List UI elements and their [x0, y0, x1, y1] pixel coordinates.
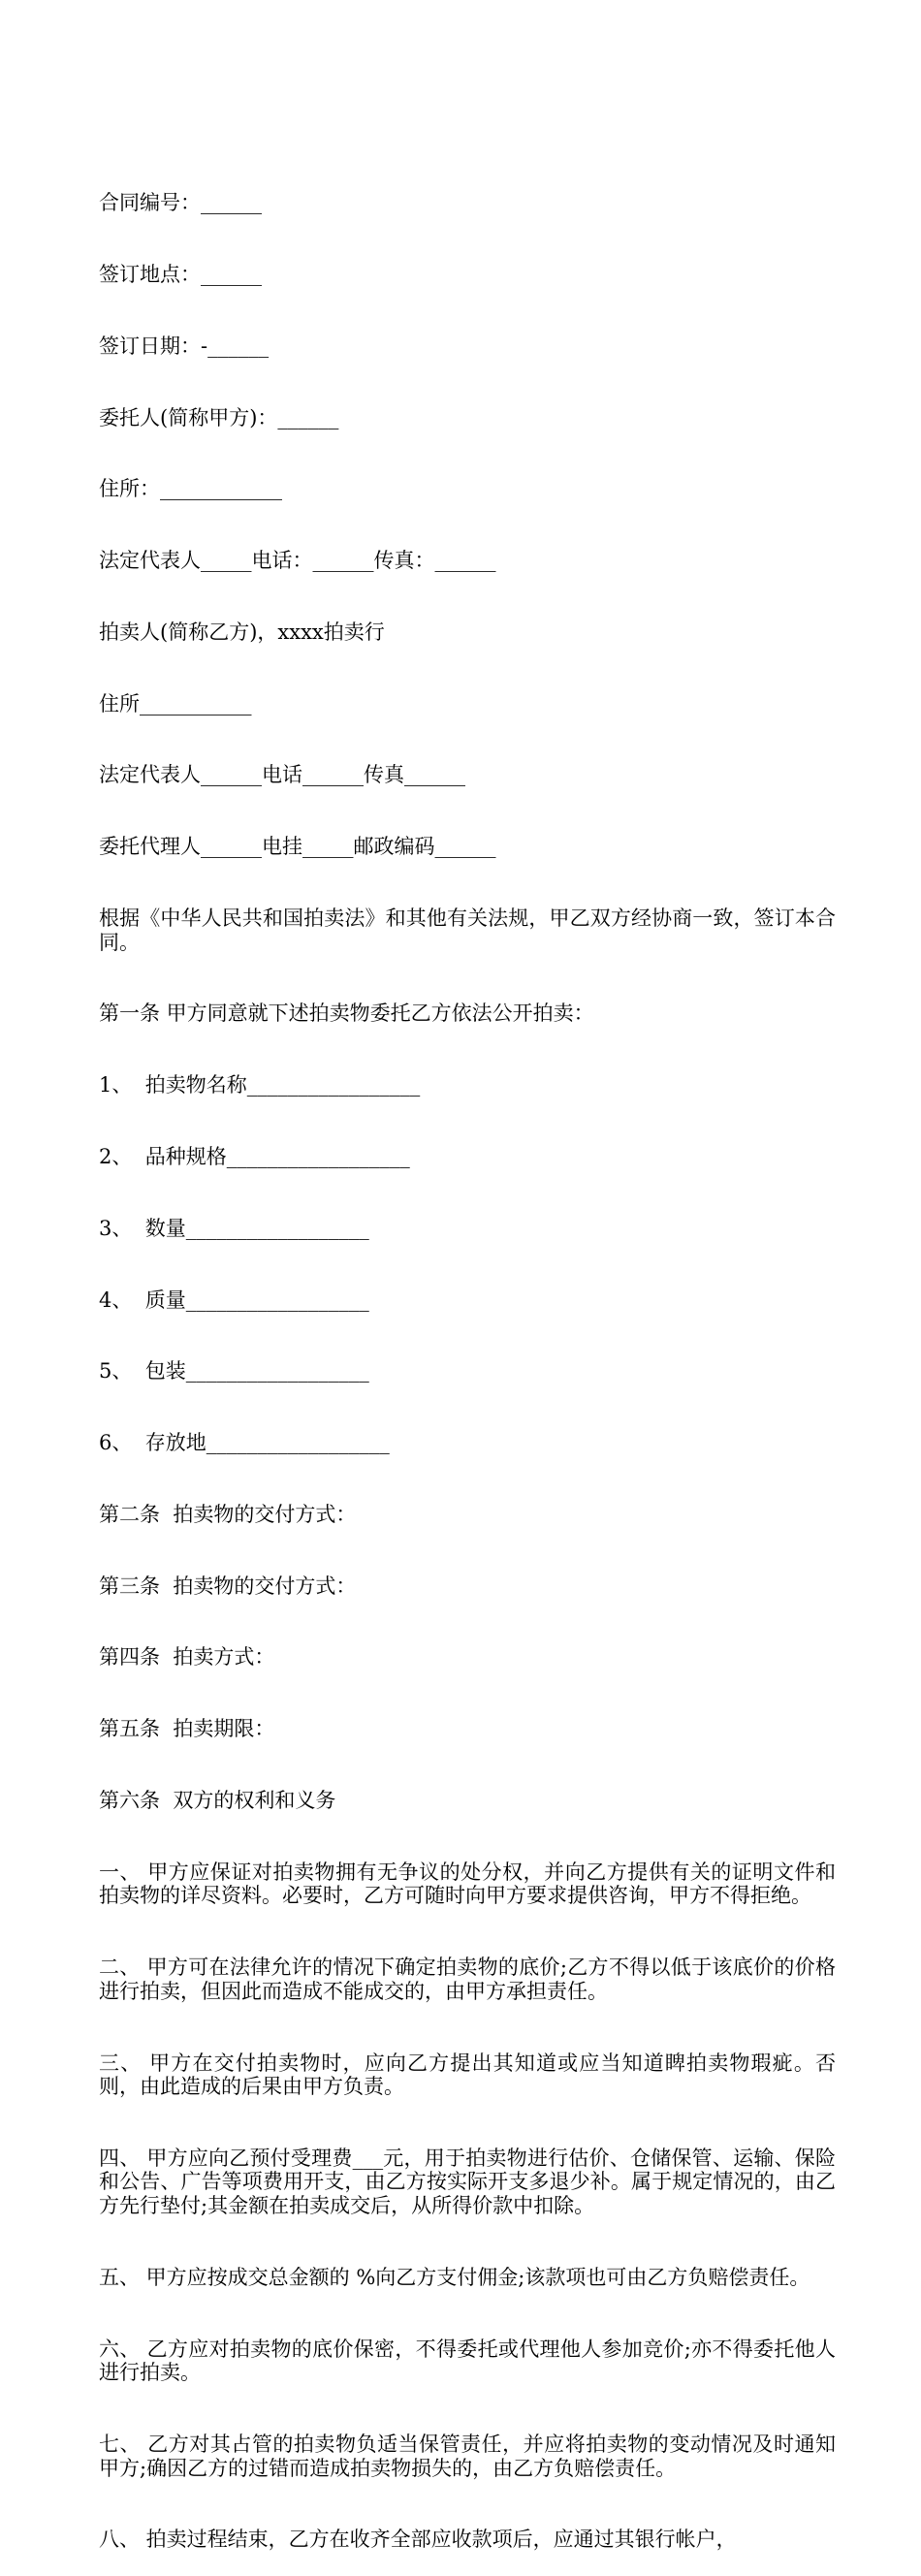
clause-5: 五、 甲方应按成交总金额的 %向乙方支付佣金;该款项也可由乙方负赔偿责任。 [99, 2265, 810, 2289]
article-2: 第二条 拍卖物的交付方式： [99, 1502, 357, 1526]
clause-2: 二、 甲方可在法律允许的情况下确定拍卖物的底价;乙方不得以低于该底价的价格进行拍卖，但因此而造成不能成交的，由甲方承担责任。 [99, 1956, 836, 2003]
clause-3: 三、 甲方在交付拍卖物时，应向乙方提出其知道或应当知道睥拍卖物瑕疵。否则，由此造成的后果由甲方负责。 [99, 2051, 836, 2099]
article-1-item: 3、 数量__________________ [99, 1216, 369, 1240]
address-party-b: 住所___________ [99, 691, 252, 716]
auctioneer-party-b: 拍卖人(简称乙方)，xxxx拍卖行 [99, 620, 385, 644]
article-1-item: 1、 拍卖物名称_________________ [99, 1073, 421, 1097]
article-4: 第四条 拍卖方式： [99, 1645, 275, 1670]
article-5: 第五条 拍卖期限： [99, 1717, 275, 1741]
principal-party-a: 委托人(简称甲方)：______ [99, 405, 339, 429]
signing-date: 签订日期：-______ [99, 334, 270, 358]
contract-document [99, 143, 836, 2576]
article-1-item: 4、 质量__________________ [99, 1288, 369, 1312]
article-1-item: 5、 包装__________________ [99, 1359, 369, 1383]
article-1-item: 6、 存放地__________________ [99, 1431, 390, 1455]
article-3: 第三条 拍卖物的交付方式： [99, 1574, 357, 1598]
legal-rep-party-a: 法定代表人_____电话：______传真：______ [99, 549, 496, 573]
address-party-a: 住所：____________ [99, 477, 282, 501]
clause-7: 七、 乙方对其占管的拍卖物负适当保管责任，并应将拍卖物的变动情况及时通知甲方;确因乙方的过错而造成拍卖物损失的，由乙方负赔偿责任。 [99, 2433, 836, 2480]
clause-4: 四、 甲方应向乙预付受理费___元，用于拍卖物进行估价、仓储保管、运输、保险和公告、广告等项费用开支，由乙方按实际开支多退少补。属于规定情况的，由乙方先行垫付;其金额在拍卖成交后，从所得价款中扣除。 [99, 2146, 836, 2218]
intro-paragraph: 根据《中华人民共和国拍卖法》和其他有关法规，甲乙双方经协商一致，签订本合同。 [99, 906, 836, 954]
article-6: 第六条 双方的权利和义务 [99, 1788, 336, 1812]
clause-1: 一、 甲方应保证对拍卖物拥有无争议的处分权，并向乙方提供有关的证明文件和拍卖物的详尽资料。必要时，乙方可随时向甲方要求提供咨询，甲方不得拒绝。 [99, 1860, 836, 1908]
clause-8: 八、 拍卖过程结束，乙方在收齐全部应收款项后，应通过其银行帐户， [99, 2528, 737, 2552]
article-1-title: 第一条 甲方同意就下述拍卖物委托乙方依法公开拍卖： [99, 1002, 594, 1026]
agent-party-b: 委托代理人______电挂_____邮政编码______ [99, 835, 496, 859]
clause-6: 六、 乙方应对拍卖物的底价保密，不得委托或代理他人参加竞价;亦不得委托他人进行拍卖。 [99, 2337, 836, 2385]
contract-number: 合同编号：______ [99, 191, 262, 215]
signing-place: 签订地点：______ [99, 262, 262, 286]
article-1-item: 2、 品种规格__________________ [99, 1144, 410, 1168]
legal-rep-party-b: 法定代表人______电话______传真______ [99, 763, 465, 787]
